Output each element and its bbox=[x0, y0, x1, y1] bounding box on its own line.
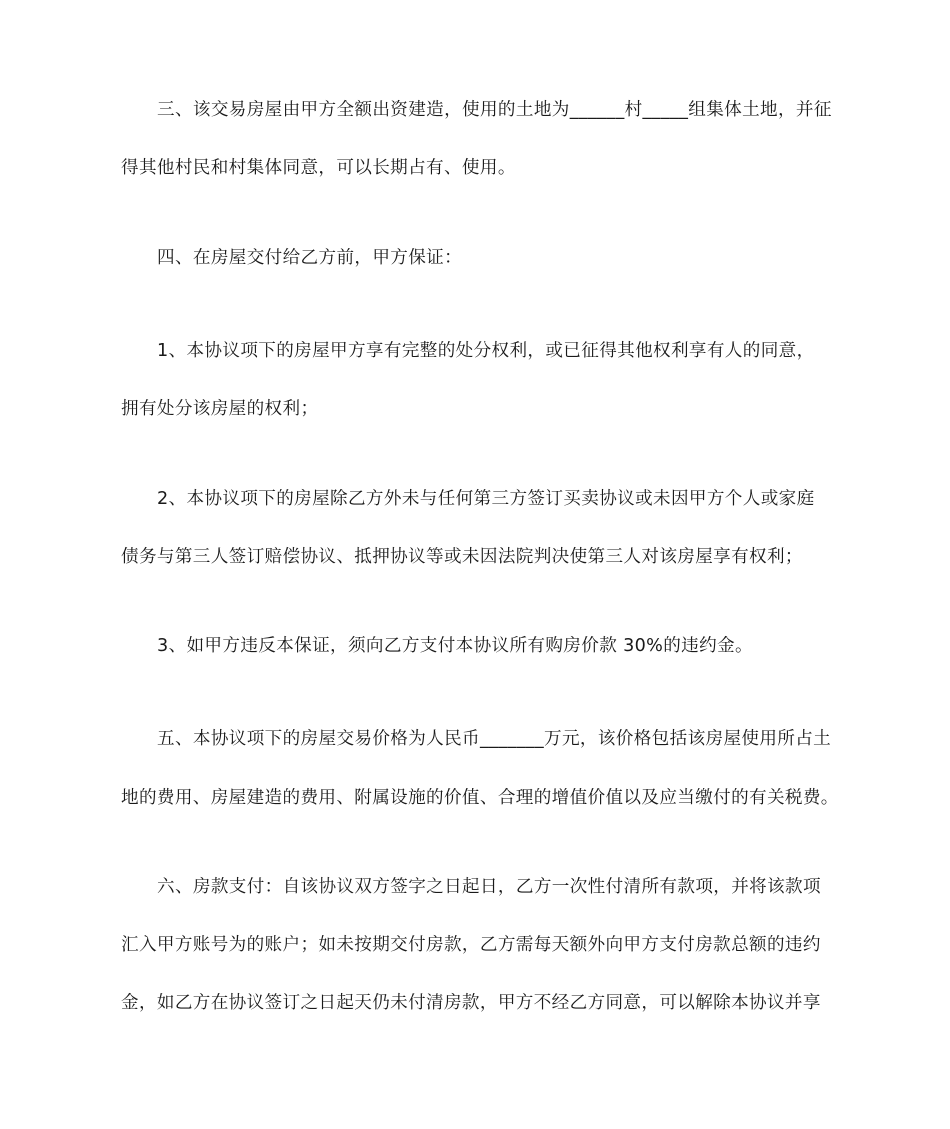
clause-4-item-3: 3、如甲方违反本保证，须向乙方支付本协议所有购房价款 30%的违约金。 bbox=[157, 636, 753, 656]
clause-4-heading: 四、在房屋交付给乙方前，甲方保证： bbox=[157, 248, 463, 268]
clause-6-line-1: 六、房款支付：自该协议双方签字之日起日，乙方一次性付清所有款项，并将该款项 bbox=[157, 877, 821, 897]
clause-5-line-2: 地的费用、房屋建造的费用、附属设施的价值、合理的增值价值以及应当缴付的有关税费。 bbox=[121, 788, 839, 808]
clause-4-item-2-line-2: 债务与第三人签订赔偿协议、抵押协议等或未因法院判决使第三人对该房屋享有权利； bbox=[121, 547, 803, 567]
clause-6-line-2: 汇入甲方账号为的账户；如未按期交付房款，乙方需每天额外向甲方支付房款总额的违约 bbox=[121, 935, 821, 955]
clause-3-line-1: 三、该交易房屋由甲方全额出资建造，使用的土地为______村_____组集体土地，并征 bbox=[157, 100, 832, 120]
clause-6-line-3: 金，如乙方在协议签订之日起天仍未付清房款，甲方不经乙方同意，可以解除本协议并享 bbox=[121, 993, 821, 1013]
clause-3-line-2: 得其他村民和村集体同意，可以长期占有、使用。 bbox=[121, 158, 516, 178]
clause-4-item-1-line-2: 拥有处分该房屋的权利； bbox=[121, 399, 319, 419]
clause-4-item-2-line-1: 2、本协议项下的房屋除乙方外未与任何第三方签订买卖协议或未因甲方个人或家庭 bbox=[157, 489, 815, 509]
clause-4-item-1-line-1: 1、本协议项下的房屋甲方享有完整的处分权利，或已征得其他权利享有人的同意， bbox=[157, 341, 815, 361]
clause-5-line-1: 五、本协议项下的房屋交易价格为人民币_______万元，该价格包括该房屋使用所占土 bbox=[157, 729, 832, 749]
